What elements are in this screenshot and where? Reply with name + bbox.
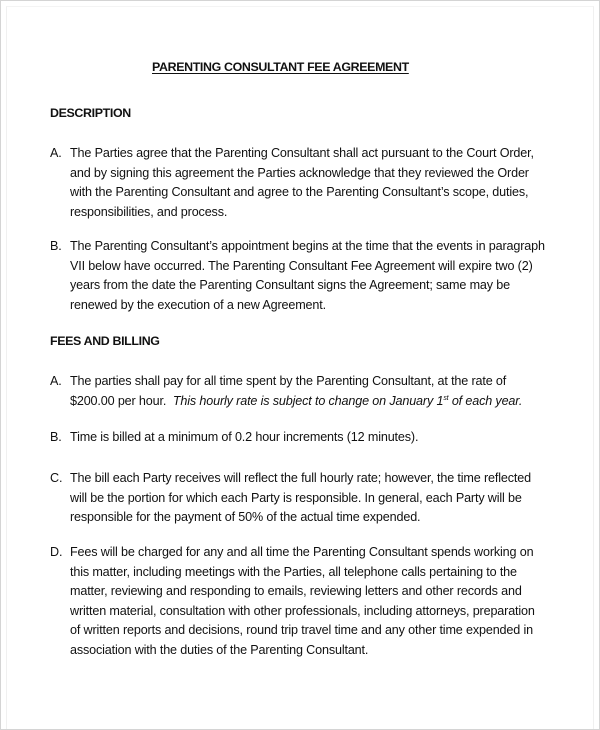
item-line: written material, consultation with other professionals, including attorneys, preparation [70,603,535,618]
item-line: association with the duties of the Parenting Consultant. [70,643,369,657]
item-line: responsible for the payment of 50% of the actual time expended. [70,510,421,525]
item-marker: A. [50,374,62,388]
item-marker: B. [50,430,62,444]
section-heading-description: DESCRIPTION [50,106,131,120]
item-marker: A. [50,146,62,160]
item-line: years from the date the Parenting Consultant signs the Agreement; same may be [70,278,510,293]
rate-change-note-end: of each year. [448,393,523,408]
item-line: The Parties agree that the Parenting Consultant shall act pursuant to the Court Order, [70,146,534,160]
rate-text: $200.00 per hour. [70,393,173,408]
ordinal-suffix: st [443,394,449,402]
item-marker: D. [50,545,63,559]
item-line: responsibilities, and process. [70,204,228,219]
item-line: The parties shall pay for all time spent by the Parenting Consultant, at the rate of [70,374,507,388]
item-line: Time is billed at a minimum of 0.2 hour increments (12 minutes). [70,430,419,444]
item-line: renewed by the execution of a new Agreement. [70,297,326,312]
section-heading-fees-and-billing: FEES AND BILLING [50,334,160,348]
item-marker: B. [50,239,62,253]
item-line: of written reports and decisions, round trip travel time and any other time expended in [70,623,533,638]
item-line: The Parenting Consultant’s appointment begins at the time that the events in paragraph [70,239,545,253]
rate-change-note: This hourly rate is subject to change on January 1 [172,393,444,408]
item-line: VII below have occurred. The Parenting Consultant Fee Agreement will expire two (2) [70,258,533,273]
item-line: with the Parenting Consultant and agree to the Parenting Consultant’s scope, duties, [70,185,529,200]
item-line-rate [70,392,522,412]
item-line: The bill each Party receives will reflect the full hourly rate; however, the time reflected [70,471,531,485]
item-line: will be the portion for which each Party is responsible. In general, each Party will be [70,490,522,505]
item-line: this matter, including meetings with the Parties, all telephone calls pertaining to the [70,564,517,579]
item-marker: C. [50,471,63,485]
item-line: matter, reviewing and responding to emails, reviewing letters and other records and [70,584,522,599]
document-title: PARENTING CONSULTANT FEE AGREEMENT [152,60,409,74]
item-line: Fees will be charged for any and all time the Parenting Consultant spends working on [70,545,534,559]
item-line: and by signing this agreement the Parties acknowledge that they reviewed the Order [70,165,529,180]
